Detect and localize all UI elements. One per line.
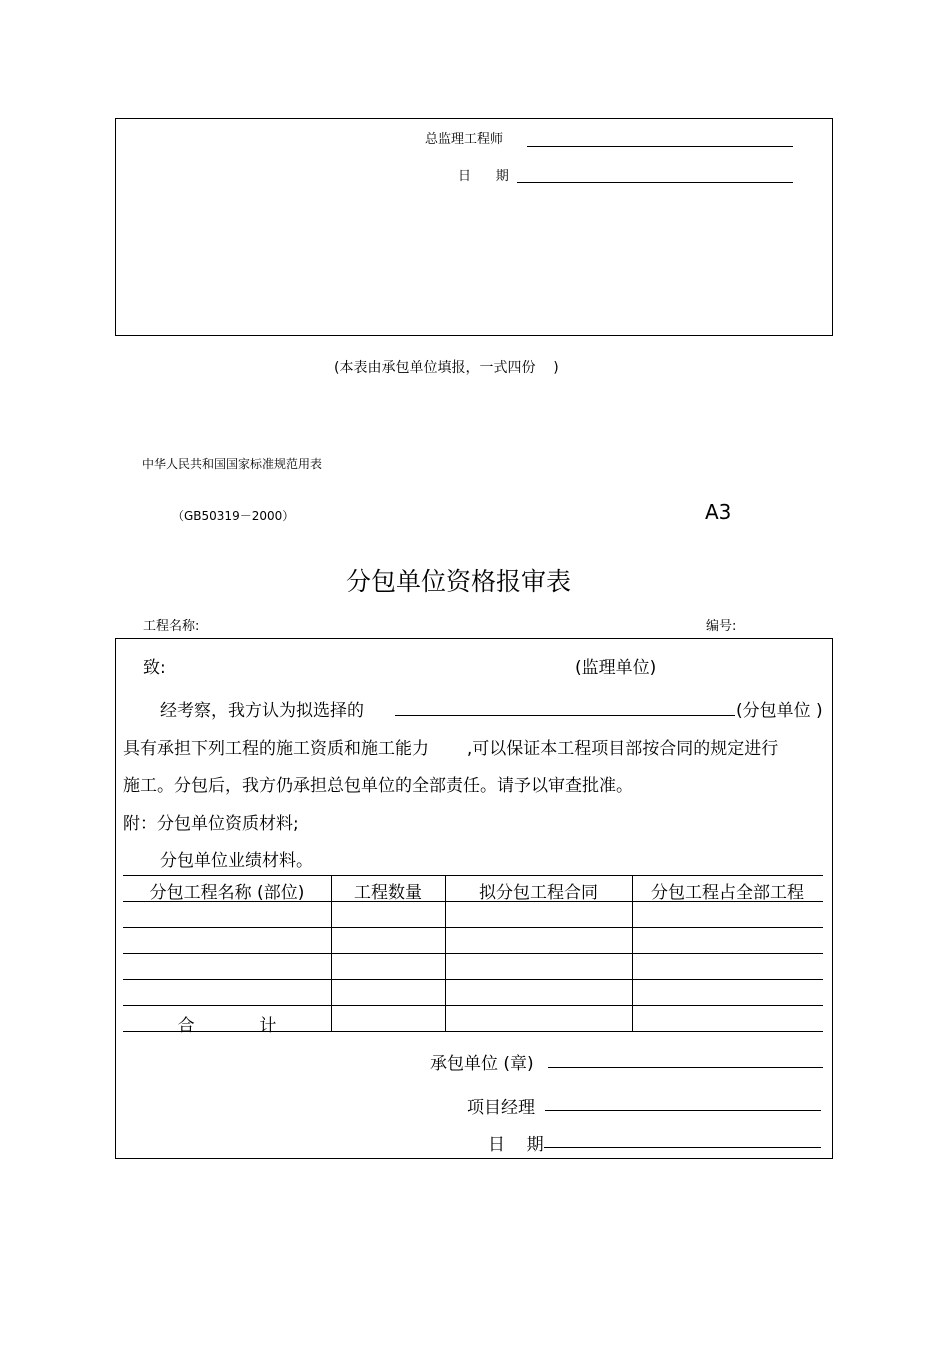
- project-name-label: 工程名称:: [143, 619, 200, 634]
- project-manager-label: 项目经理: [467, 1098, 535, 1118]
- form-code: A3: [705, 500, 732, 524]
- contractor-signature-line[interactable]: [548, 1067, 823, 1068]
- top-date-label: 日 期: [458, 169, 509, 184]
- table-header-cell: 分包工程名称 (部位): [149, 883, 305, 903]
- supervision-unit-label: (监理单位): [575, 658, 657, 678]
- table-header-cell: 拟分包工程合同: [479, 883, 598, 903]
- page-title: 分包单位资格报审表: [346, 567, 572, 596]
- table-header-cell: 工程数量: [354, 883, 422, 903]
- standard-table-label: 中华人民共和国国家标准规范用表: [142, 457, 323, 471]
- number-label: 编号:: [706, 619, 737, 634]
- table-row-line: [123, 927, 823, 928]
- chief-engineer-label: 总监理工程师: [425, 132, 504, 147]
- contractor-label: 承包单位 (章): [430, 1054, 534, 1074]
- para-line-1: 经考察，我方认为拟选择的: [160, 701, 364, 721]
- to-label: 致:: [143, 658, 166, 678]
- attachment-line-2: 分包单位业绩材料。: [160, 851, 313, 871]
- para-line-2: 具有承担下列工程的施工资质和施工能力 ,可以保证本工程项目部按合同的规定进行: [123, 739, 779, 759]
- fill-note: (本表由承包单位填报，一式四份 ): [334, 360, 559, 376]
- table-row-line: [123, 979, 823, 980]
- attachment-line-1: 附：分包单位资质材料;: [123, 814, 299, 834]
- chief-engineer-signature-line[interactable]: [527, 146, 793, 147]
- table-top-border: [123, 875, 823, 876]
- bottom-date-line[interactable]: [544, 1147, 821, 1148]
- para-line-1-end: (分包单位 ): [736, 701, 823, 721]
- table-row-line: [123, 953, 823, 954]
- para-line-3: 施工。分包后，我方仍承担总包单位的全部责任。请予以审查批准。: [123, 776, 633, 796]
- project-manager-signature-line[interactable]: [545, 1110, 821, 1111]
- subcontractor-name-line[interactable]: [395, 715, 735, 716]
- table-header-cell: 分包工程占全部工程: [651, 883, 804, 903]
- table-total-label: 合 计: [177, 1016, 277, 1036]
- bottom-date-label: 日 期: [488, 1135, 544, 1155]
- table-row-line: [123, 1005, 823, 1006]
- gb-code: （GB50319－2000）: [172, 509, 295, 523]
- top-date-line[interactable]: [517, 182, 793, 183]
- top-signature-box: [115, 118, 833, 336]
